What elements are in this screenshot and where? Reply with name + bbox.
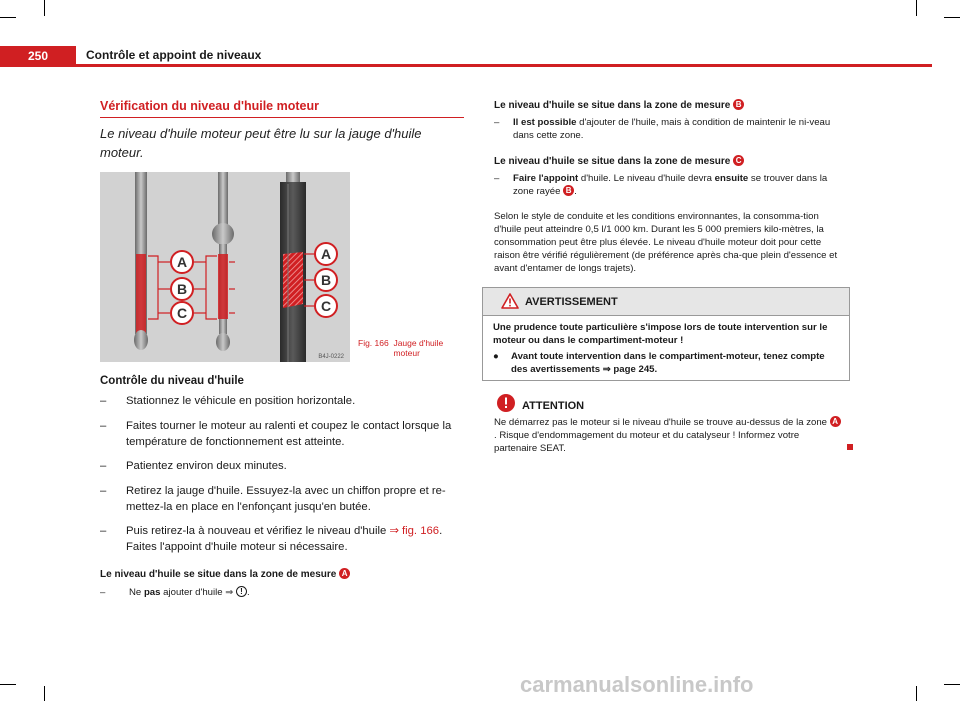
step-text: Puis retirez-la à nouveau et vérifiez le niveau d'huile ⇒ fig. 166. Faites l'appoint d'huile moteur si nécessaire.: [126, 525, 443, 553]
step-item: [100, 458, 466, 474]
figure-label-text: C: [176, 305, 188, 321]
warning-header: [483, 288, 849, 316]
zone-a-ref-badge: A: [830, 416, 841, 427]
section-end-mark: [847, 444, 853, 450]
section-rule: [100, 117, 464, 118]
zone-a-item: – Ne pas ajouter d'huile ⇒ ! .: [100, 587, 250, 598]
crop-mark: [44, 0, 45, 16]
crop-mark: [916, 0, 917, 16]
step-dash: –: [494, 117, 500, 128]
step-text: Patientez environ deux minutes.: [126, 460, 287, 472]
warning-bullet-text: Avant toute intervention dans le compartiment-moteur, tenez compte des avertissements ⇒ page 245.: [511, 351, 825, 375]
step-item: [100, 393, 466, 409]
figure-label-text: B: [320, 272, 332, 288]
step-item: [100, 483, 466, 515]
warning-bullet-item: [493, 350, 843, 376]
warning-icon: [501, 293, 519, 309]
figure-caption-ref: Fig. 166: [358, 338, 389, 348]
step-dash: –: [100, 460, 107, 472]
dipstick-figure: [100, 172, 350, 362]
step-dash: –: [100, 587, 106, 598]
zone-c-item: – Faire l'appoint d'huile. Le niveau d'huile devra ensuite se trouver dans la zone rayée B .: [494, 173, 828, 197]
figure-label-text: B: [176, 281, 188, 297]
step-item: [100, 418, 466, 450]
step-dash: –: [100, 525, 107, 537]
check-heading: Contrôle du niveau d'huile: [100, 375, 244, 387]
warning-line: Une prudence toute particulière s'impose lors de toute intervention sur le moteur ou dans le compartiment-moteur !: [493, 322, 828, 346]
step-dash: –: [100, 395, 107, 407]
fig-166-link[interactable]: ⇒ fig. 166: [389, 525, 440, 537]
crop-mark: [944, 17, 960, 18]
zone-b-item: – Il est possible d'ajouter de l'huile, mais à condition de maintenir le ni-veau dans cette zone.: [494, 117, 831, 141]
warning-body: [493, 321, 843, 376]
attention-body: Ne démarrez pas le moteur si le niveau d'huile se trouve au-dessus de la zone A. Risque d'endommagement du moteur et du catalyseur ! Informez votre partenaire SEAT.: [494, 416, 842, 455]
attention-ref-icon[interactable]: !: [236, 586, 247, 597]
zone-a-heading: Le niveau d'huile se situe dans la zone de mesure A: [100, 568, 350, 580]
step-dash: –: [100, 485, 107, 497]
figure-label-text: C: [320, 298, 332, 314]
zone-a-badge: A: [339, 568, 350, 579]
watermark: carmanualsonline.info: [520, 672, 754, 697]
zone-c-badge: C: [733, 155, 744, 166]
dipstick-illustration: [100, 172, 350, 362]
figure-caption-text: Jauge d'huile moteur: [393, 338, 444, 358]
consumption-paragraph: Selon le style de conduite et les conditions environnantes, la consomma-tion d'huile peut atteindre 0,5 l/1 000 km. Durant les 5 000 premiers kilo-mètres, la consommation peut être plus élevée. Le niveau d'huile moteur doit pour cette raison être vérifié régulièrement (de préférence après cha-que plein d'essence et avant d'entamer de longs trajets).: [494, 211, 838, 274]
section-lead: Le niveau d'huile moteur peut être lu sur la jauge d'huile moteur.: [100, 126, 422, 160]
bullet-icon: ●: [493, 351, 499, 362]
figure-code: B4J-0222: [318, 354, 344, 360]
figure-label-text: A: [320, 246, 332, 262]
step-text: Retirez la jauge d'huile. Essuyez-la avec un chiffon propre et re-mettez-la en place en l'enfonçant jusqu'en butée.: [126, 485, 446, 513]
step-text: Stationnez le véhicule en position horizontale.: [126, 395, 356, 407]
zone-b-ref-badge: B: [563, 185, 574, 196]
crop-mark: [44, 686, 45, 701]
zone-c-heading: Le niveau d'huile se situe dans la zone de mesure C: [494, 155, 744, 167]
crop-mark: [0, 684, 16, 685]
step-dash: –: [494, 173, 500, 184]
page-number: 250: [0, 46, 76, 67]
header-rule: [0, 64, 932, 67]
crop-mark: [0, 17, 16, 18]
step-dash: –: [100, 420, 107, 432]
warning-title: AVERTISSEMENT: [525, 296, 618, 308]
crop-mark: [944, 684, 960, 685]
warning-box: [482, 287, 850, 381]
step-text: Faites tourner le moteur au ralenti et coupez le contact lorsque la température de fonctionnement est atteinte.: [126, 420, 452, 448]
figure-caption: [358, 338, 445, 358]
figure-label-text: A: [176, 254, 188, 270]
zone-b-badge: B: [733, 99, 744, 110]
crop-mark: [916, 686, 917, 701]
attention-title: ATTENTION: [522, 400, 585, 412]
step-item: [100, 523, 466, 555]
section-title: Vérification du niveau d'huile moteur: [100, 99, 319, 113]
zone-b-heading: Le niveau d'huile se situe dans la zone de mesure B: [494, 99, 744, 111]
chapter-title: Contrôle et appoint de niveaux: [86, 48, 262, 62]
attention-icon: [496, 393, 516, 413]
